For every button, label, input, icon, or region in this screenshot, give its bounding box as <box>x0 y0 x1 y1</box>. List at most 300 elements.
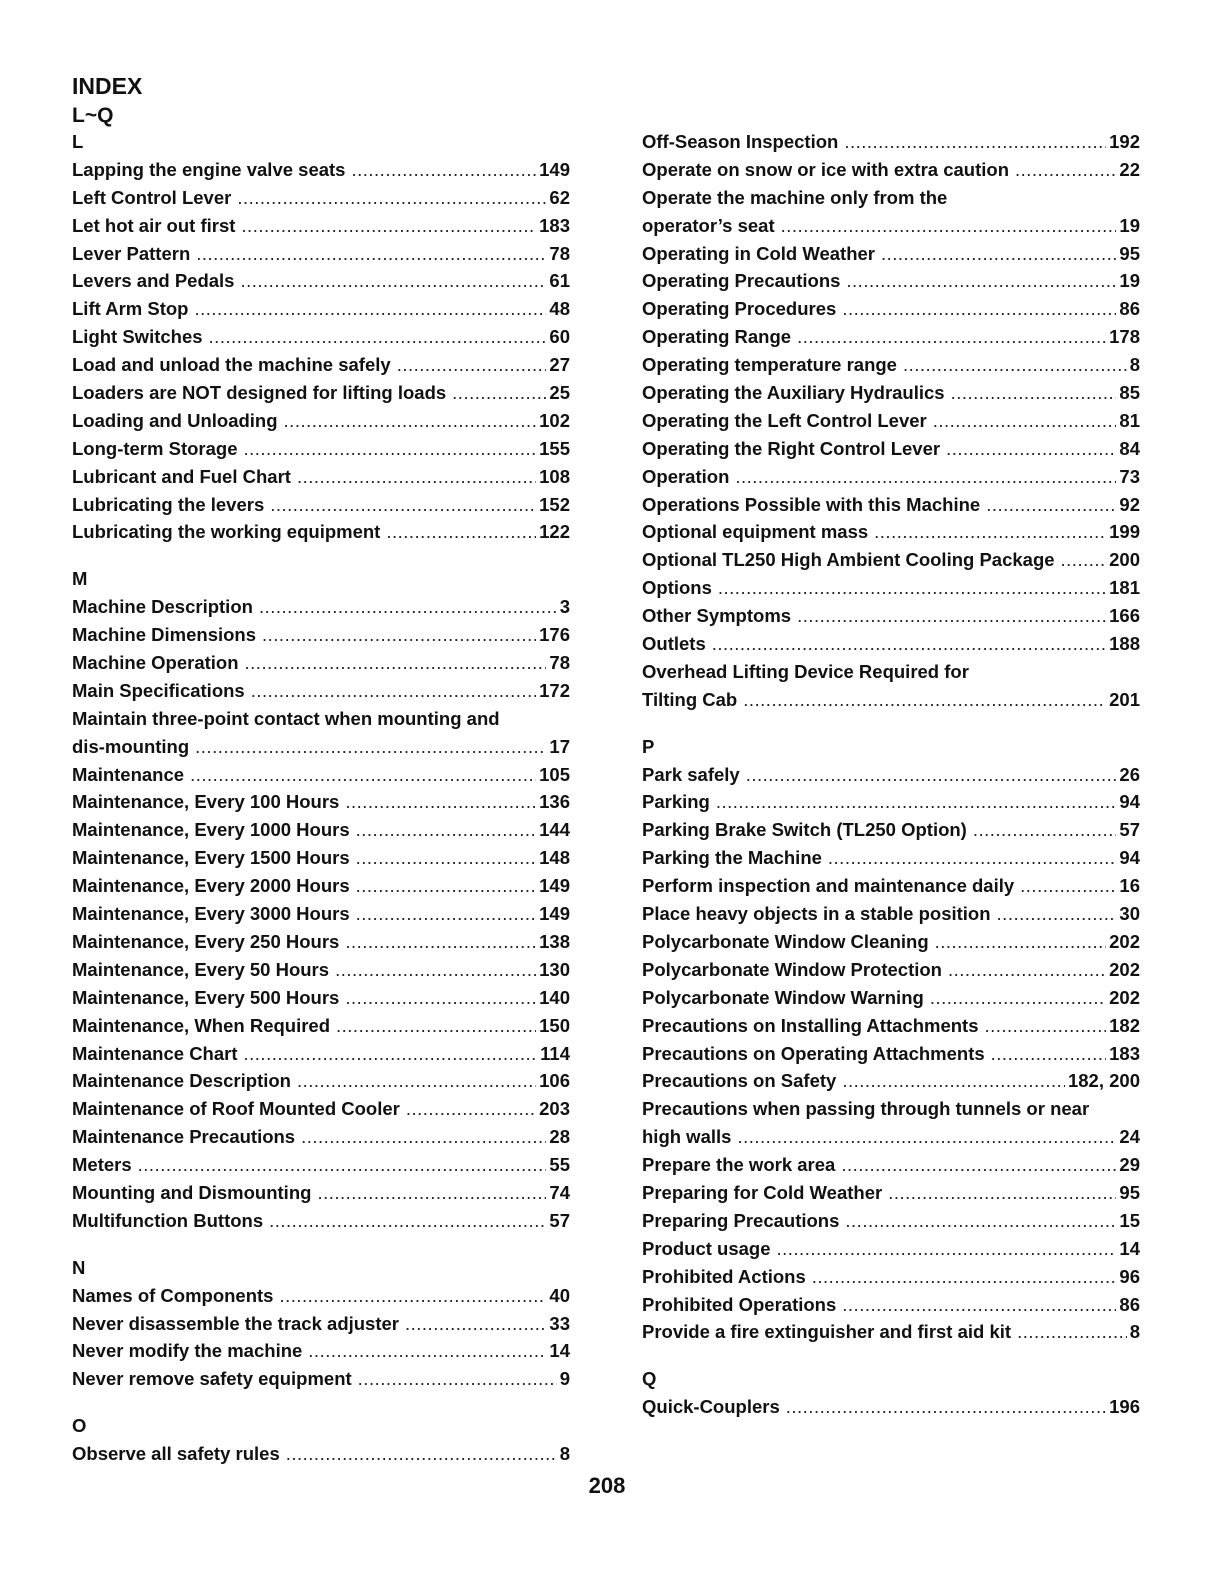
index-entry <box>72 733 570 761</box>
index-section <box>72 546 570 1234</box>
index-entry <box>642 1123 1140 1151</box>
dot-leader <box>345 984 536 1012</box>
entry-page: 78 <box>549 242 570 264</box>
index-entry-line1: Overhead Lifting Device Required for <box>642 660 969 682</box>
entry-page: 9 <box>559 1368 570 1390</box>
entry-page: 85 <box>1119 382 1140 404</box>
entry-page: 138 <box>539 930 570 952</box>
dot-leader <box>240 267 546 295</box>
index-entry <box>642 240 1140 268</box>
entry-term: Optional TL250 High Ambient Cooling Package <box>642 549 1055 571</box>
dot-leader <box>712 630 1106 658</box>
dot-leader <box>903 351 1127 379</box>
index-entry <box>642 1263 1140 1291</box>
entry-term: Parking Brake Switch (TL250 Option) <box>642 819 967 841</box>
index-entry <box>642 435 1140 463</box>
entry-term: Long-term Storage <box>72 437 238 459</box>
index-entry <box>642 844 1140 872</box>
entry-term: Perform inspection and maintenance daily <box>642 875 1015 897</box>
dot-leader <box>716 788 1117 816</box>
index-entry <box>72 407 570 435</box>
dot-leader <box>190 761 536 789</box>
entry-page: 200 <box>1109 549 1140 571</box>
entry-page: 149 <box>539 875 570 897</box>
index-entry <box>642 1012 1140 1040</box>
index-entry <box>72 928 570 956</box>
dot-leader <box>279 1282 546 1310</box>
entry-term: Maintenance, Every 1000 Hours <box>72 819 350 841</box>
dot-leader <box>351 156 536 184</box>
entry-term: Prohibited Actions <box>642 1265 806 1287</box>
index-title: INDEX <box>72 73 143 99</box>
index-entry <box>72 1012 570 1040</box>
entry-page: 183 <box>539 214 570 236</box>
entry-page: 136 <box>539 791 570 813</box>
entry-term: Never remove safety equipment <box>72 1368 352 1390</box>
index-entry-line1: Maintain three-point contact when mounting and <box>72 707 500 729</box>
entry-page: 19 <box>1119 270 1140 292</box>
entry-page: 62 <box>549 186 570 208</box>
entry-term: Levers and Pedals <box>72 270 235 292</box>
entry-term: dis-mounting <box>72 735 190 757</box>
index-entry <box>72 435 570 463</box>
entry-page: 30 <box>1119 903 1140 925</box>
index-entry <box>72 872 570 900</box>
entry-term: Precautions on Operating Attachments <box>642 1042 985 1064</box>
entry-term: Light Switches <box>72 326 203 348</box>
entry-term: Precautions on Safety <box>642 1070 837 1092</box>
entry-term: Operating the Right Control Lever <box>642 437 941 459</box>
entry-term: Maintenance, Every 250 Hours <box>72 930 340 952</box>
entry-page: 78 <box>549 652 570 674</box>
entry-page: 86 <box>1119 298 1140 320</box>
section-letter: Q <box>642 1368 657 1390</box>
entry-page: 26 <box>1119 763 1140 785</box>
entry-term: Lapping the engine valve seats <box>72 158 346 180</box>
section-letter: M <box>72 568 88 590</box>
entry-page: 48 <box>549 298 570 320</box>
dot-leader <box>1015 156 1116 184</box>
entry-page: 202 <box>1109 986 1140 1008</box>
dot-leader <box>842 1067 1065 1095</box>
index-entry <box>642 574 1140 602</box>
index-entry <box>72 816 570 844</box>
index-section <box>72 1235 570 1393</box>
dot-leader <box>262 621 536 649</box>
entry-page: 19 <box>1119 214 1140 236</box>
entry-term: Operating temperature range <box>642 354 897 376</box>
entry-page: 8 <box>1129 1321 1140 1343</box>
dot-leader <box>406 1095 536 1123</box>
index-entry <box>72 1337 570 1365</box>
entry-page: 73 <box>1119 465 1140 487</box>
entry-term: Machine Dimensions <box>72 624 257 646</box>
dot-leader <box>781 212 1117 240</box>
entry-term: Polycarbonate Window Protection <box>642 958 942 980</box>
index-entry <box>72 788 570 816</box>
index-entry <box>72 351 570 379</box>
entry-term: Multifunction Buttons <box>72 1209 264 1231</box>
entry-page: 183 <box>1109 1042 1140 1064</box>
index-entry <box>72 212 570 240</box>
entry-page: 144 <box>539 819 570 841</box>
dot-leader <box>195 733 546 761</box>
dot-leader <box>935 928 1107 956</box>
dot-leader <box>269 1207 546 1235</box>
index-entry <box>642 984 1140 1012</box>
dot-leader <box>244 1040 538 1068</box>
index-entry <box>642 407 1140 435</box>
index-range: L~Q <box>72 104 114 127</box>
index-entry <box>642 630 1140 658</box>
index-entry <box>72 267 570 295</box>
index-entry <box>72 1151 570 1179</box>
entry-term: Provide a fire extinguisher and first aid kit <box>642 1321 1012 1343</box>
entry-term: Place heavy objects in a stable position <box>642 903 991 925</box>
dot-leader <box>841 1151 1116 1179</box>
entry-term: Never modify the machine <box>72 1340 303 1362</box>
dot-leader <box>1017 1318 1127 1346</box>
dot-leader <box>286 1440 557 1468</box>
entry-page: 55 <box>549 1154 570 1176</box>
entry-term: Polycarbonate Window Warning <box>642 986 924 1008</box>
index-entry <box>642 518 1140 546</box>
entry-page: 17 <box>549 735 570 757</box>
entry-page: 29 <box>1119 1154 1140 1176</box>
entry-term: Maintenance, When Required <box>72 1014 331 1036</box>
entry-term: Lubricating the working equipment <box>72 521 381 543</box>
index-entry <box>642 816 1140 844</box>
index-entry <box>72 1123 570 1151</box>
dot-leader <box>1020 872 1116 900</box>
entry-page: 203 <box>539 1098 570 1120</box>
entry-term: Operating Range <box>642 326 792 348</box>
entry-page: 15 <box>1119 1209 1140 1231</box>
index-entry <box>642 351 1140 379</box>
dot-leader <box>997 900 1117 928</box>
entry-page: 8 <box>559 1443 570 1465</box>
dot-leader <box>946 435 1116 463</box>
index-entry <box>642 928 1140 956</box>
entry-term: Main Specifications <box>72 679 245 701</box>
dot-leader <box>356 900 536 928</box>
entry-term: Operating in Cold Weather <box>642 242 875 264</box>
dot-leader <box>991 1040 1106 1068</box>
index-entry <box>642 1235 1140 1263</box>
entry-page: 33 <box>549 1312 570 1334</box>
dot-leader <box>335 956 536 984</box>
entry-page: 95 <box>1119 1181 1140 1203</box>
entry-page: 105 <box>539 763 570 785</box>
index-entry-line1: Precautions when passing through tunnels or near <box>642 1098 1090 1120</box>
entry-term: Prepare the work area <box>642 1154 836 1176</box>
entry-term: Other Symptoms <box>642 605 792 627</box>
entry-term: Quick-Couplers <box>642 1396 780 1418</box>
dot-leader <box>259 593 557 621</box>
section-letter: P <box>642 735 655 757</box>
entry-page: 149 <box>539 158 570 180</box>
dot-leader <box>888 1179 1116 1207</box>
dot-leader <box>251 677 536 705</box>
entry-term: Preparing Precautions <box>642 1209 840 1231</box>
index-entry <box>72 323 570 351</box>
index-entry <box>642 1318 1140 1346</box>
entry-term: Maintenance Precautions <box>72 1126 296 1148</box>
index-entry <box>642 212 1140 240</box>
dot-leader <box>297 1067 536 1095</box>
entry-page: 188 <box>1109 633 1140 655</box>
entry-page: 92 <box>1119 493 1140 515</box>
entry-page: 57 <box>1119 819 1140 841</box>
dot-leader <box>797 602 1106 630</box>
entry-page: 149 <box>539 903 570 925</box>
dot-leader <box>842 295 1116 323</box>
dot-leader <box>356 844 536 872</box>
dot-leader <box>828 844 1117 872</box>
entry-term: Operating the Left Control Lever <box>642 409 927 431</box>
dot-leader <box>336 1012 536 1040</box>
dot-leader <box>986 491 1116 519</box>
entry-page: 61 <box>549 270 570 292</box>
entry-term: Machine Operation <box>72 652 239 674</box>
dot-leader <box>743 686 1106 714</box>
entry-page: 96 <box>1119 1265 1140 1287</box>
index-section <box>72 1393 570 1468</box>
dot-leader <box>844 128 1106 156</box>
entry-page: 95 <box>1119 242 1140 264</box>
dot-leader <box>345 788 536 816</box>
dot-leader <box>397 351 547 379</box>
index-entry <box>642 156 1140 184</box>
dot-leader <box>846 267 1116 295</box>
index-section <box>642 128 1140 714</box>
index-entry <box>642 1207 1140 1235</box>
index-entry <box>642 546 1140 574</box>
entry-term: Operating Precautions <box>642 270 841 292</box>
index-entry <box>642 956 1140 984</box>
entry-term: Options <box>642 577 712 599</box>
section-letter: L <box>72 131 84 152</box>
index-entry <box>72 1282 570 1310</box>
index-section <box>642 1346 1140 1421</box>
index-entry <box>642 1291 1140 1319</box>
entry-term: Lift Arm Stop <box>72 298 189 320</box>
entry-term: Lever Pattern <box>72 242 191 264</box>
dot-leader <box>301 1123 546 1151</box>
entry-page: 202 <box>1109 930 1140 952</box>
entry-page: 94 <box>1119 791 1140 813</box>
index-entry <box>72 491 570 519</box>
dot-leader <box>718 574 1106 602</box>
dot-leader <box>948 956 1106 984</box>
entry-page: 130 <box>539 958 570 980</box>
entry-page: 108 <box>539 465 570 487</box>
entry-term: Maintenance, Every 2000 Hours <box>72 875 350 897</box>
index-entry <box>642 1179 1140 1207</box>
index-entry <box>642 295 1140 323</box>
dot-leader <box>842 1291 1116 1319</box>
entry-page: 14 <box>549 1340 570 1362</box>
index-entry <box>642 761 1140 789</box>
dot-leader <box>297 463 536 491</box>
entry-term: Lubricant and Fuel Chart <box>72 465 291 487</box>
entry-page: 140 <box>539 986 570 1008</box>
entry-page: 201 <box>1109 688 1140 710</box>
entry-page: 166 <box>1109 605 1140 627</box>
entry-term: Names of Components <box>72 1284 274 1306</box>
entry-term: Loaders are NOT designed for lifting loads <box>72 382 447 404</box>
entry-term: Machine Description <box>72 596 253 618</box>
dot-leader <box>797 323 1106 351</box>
index-entry <box>642 267 1140 295</box>
entry-term: Tilting Cab <box>642 688 738 710</box>
entry-page: 8 <box>1129 354 1140 376</box>
index-entry <box>72 1040 570 1068</box>
entry-term: Parking <box>642 791 710 813</box>
page-number: 208 <box>588 1473 626 1498</box>
entry-page: 24 <box>1119 1126 1140 1148</box>
section-gap <box>72 1235 570 1254</box>
index-section <box>642 714 1140 1347</box>
entry-term: Polycarbonate Window Cleaning <box>642 930 929 952</box>
entry-term: Maintenance, Every 1500 Hours <box>72 847 350 869</box>
entry-term: Let hot air out first <box>72 214 236 236</box>
dot-leader <box>452 379 546 407</box>
entry-term: Maintenance, Every 3000 Hours <box>72 903 350 925</box>
section-letter: N <box>72 1256 86 1278</box>
entry-term: Maintenance <box>72 763 185 785</box>
index-entry <box>642 128 1140 156</box>
index-entry <box>642 379 1140 407</box>
entry-term: operator’s seat <box>642 214 775 236</box>
entry-term: Off-Season Inspection <box>642 131 839 152</box>
entry-term: Operate on snow or ice with extra caution <box>642 158 1009 180</box>
entry-page: 148 <box>539 847 570 869</box>
index-column-left <box>72 128 570 1468</box>
dot-leader <box>930 984 1106 1012</box>
dot-leader <box>845 1207 1116 1235</box>
dot-leader <box>196 240 546 268</box>
index-entry <box>72 518 570 546</box>
entry-term: Loading and Unloading <box>72 409 278 431</box>
index-entry <box>642 788 1140 816</box>
dot-leader <box>194 295 546 323</box>
index-entry <box>642 900 1140 928</box>
index-entry <box>642 872 1140 900</box>
index-entry <box>72 184 570 212</box>
entry-page: 94 <box>1119 847 1140 869</box>
entry-term: Operation <box>642 465 730 487</box>
entry-term: Parking the Machine <box>642 847 822 869</box>
dot-leader <box>284 407 537 435</box>
index-entry <box>642 1151 1140 1179</box>
entry-term: Meters <box>72 1154 132 1176</box>
entry-term: Load and unload the machine safely <box>72 354 391 376</box>
entry-page: 199 <box>1109 521 1140 543</box>
dot-leader <box>874 518 1106 546</box>
entry-term: high walls <box>642 1126 732 1148</box>
entry-page: 60 <box>549 326 570 348</box>
entry-page: 202 <box>1109 958 1140 980</box>
index-entry <box>72 1095 570 1123</box>
dot-leader <box>1061 546 1107 574</box>
dot-leader <box>241 212 536 240</box>
index-entry <box>72 463 570 491</box>
index-entry <box>642 491 1140 519</box>
index-entry <box>72 593 570 621</box>
entry-page: 155 <box>539 437 570 459</box>
entry-term: Maintenance, Every 500 Hours <box>72 986 340 1008</box>
index-entry <box>72 844 570 872</box>
section-gap <box>72 546 570 565</box>
dot-leader <box>358 1365 557 1393</box>
section-letter: O <box>72 1415 87 1437</box>
dot-leader <box>356 872 536 900</box>
entry-page: 114 <box>540 1042 570 1064</box>
entry-term: Park safely <box>642 763 740 785</box>
entry-page: 196 <box>1109 1396 1140 1418</box>
entry-term: Maintenance, Every 100 Hours <box>72 791 340 813</box>
index-entry <box>72 240 570 268</box>
entry-term: Operations Possible with this Machine <box>642 493 981 515</box>
entry-term: Optional equipment mass <box>642 521 869 543</box>
index-entry <box>72 156 570 184</box>
index-entry <box>642 602 1140 630</box>
dot-leader <box>881 240 1116 268</box>
dot-leader <box>237 184 546 212</box>
entry-term: Mounting and Dismounting <box>72 1181 312 1203</box>
section-gap <box>642 714 1140 733</box>
entry-page: 22 <box>1119 158 1140 180</box>
dot-leader <box>933 407 1117 435</box>
dot-leader <box>405 1310 546 1338</box>
entry-page: 181 <box>1109 577 1140 599</box>
index-entry <box>642 1067 1140 1095</box>
index-entry <box>72 1067 570 1095</box>
index-entry <box>72 295 570 323</box>
index-entry <box>72 1310 570 1338</box>
index-entry <box>642 686 1140 714</box>
index-entry <box>642 1393 1140 1421</box>
index-entry <box>72 1440 570 1468</box>
entry-term: Left Control Lever <box>72 186 232 208</box>
index-entry <box>72 956 570 984</box>
entry-term: Maintenance Chart <box>72 1042 238 1064</box>
index-entry <box>72 900 570 928</box>
dot-leader <box>138 1151 547 1179</box>
entry-page: 102 <box>539 409 570 431</box>
index-entry <box>72 1365 570 1393</box>
index-entry <box>642 463 1140 491</box>
entry-term: Prohibited Operations <box>642 1293 837 1315</box>
index-entry <box>72 1207 570 1235</box>
entry-page: 81 <box>1119 409 1140 431</box>
dot-leader <box>317 1179 546 1207</box>
dot-leader <box>951 379 1117 407</box>
entry-term: Operating the Auxiliary Hydraulics <box>642 382 945 404</box>
dot-leader <box>356 816 536 844</box>
dot-leader <box>243 435 536 463</box>
entry-page: 106 <box>539 1070 570 1092</box>
entry-page: 178 <box>1109 326 1140 348</box>
dot-leader <box>735 463 1116 491</box>
entry-page: 192 <box>1109 131 1140 152</box>
section-gap <box>72 1393 570 1412</box>
index-section <box>72 128 570 546</box>
entry-page: 172 <box>539 679 570 701</box>
entry-term: Maintenance, Every 50 Hours <box>72 958 330 980</box>
entry-page: 25 <box>549 382 570 404</box>
